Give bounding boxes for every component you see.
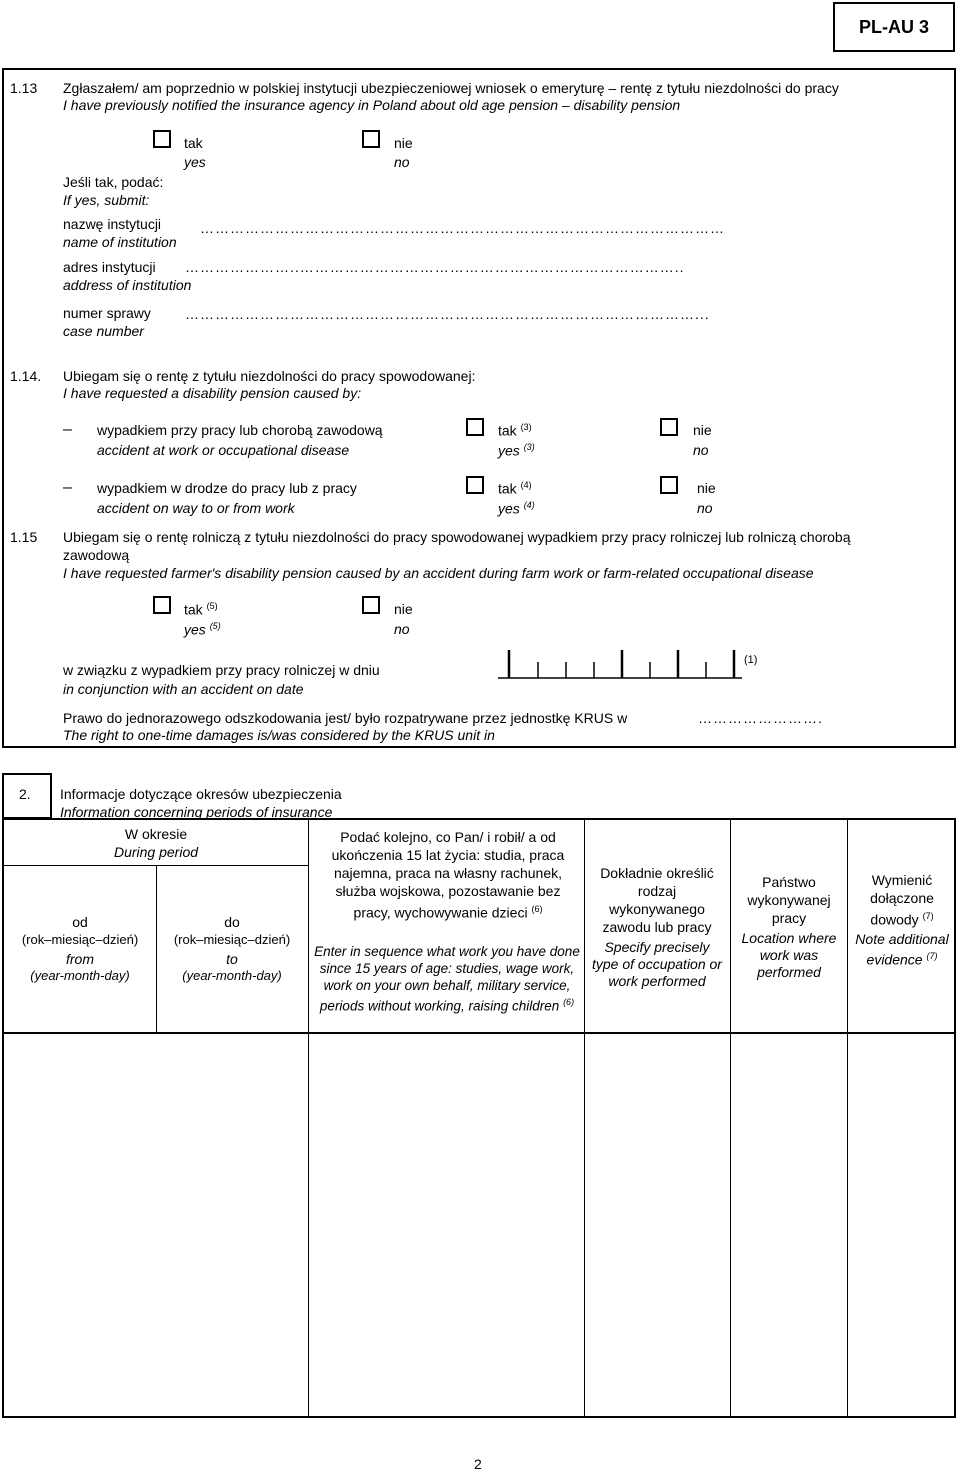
s113-ifyes: Jeśli tak, podać: [63, 174, 164, 190]
occupation-header: Dokładnie określić rodzaj wykonywanego zawodu lub pracy [600, 865, 714, 935]
s114-r2-yes-checkbox[interactable] [466, 476, 484, 494]
section-114-number: 1.14. [10, 368, 42, 384]
col-divider-evidence [847, 820, 848, 1416]
work-header: Podać kolejno, co Pan/ i robił/ a od ukończenia 15 lat życia: studia, praca najemna, praca na własny rachunek, służba wojskowa, pozostawanie bez pracy, wychowywanie dzieci $^{(6)}$ [331, 829, 565, 921]
s114-r1-yes: tak $^{(3)}$ [498, 422, 532, 439]
s114-r2-no-en: no [697, 500, 713, 516]
to-header-en-fmt: (year-month-day) [182, 968, 282, 983]
s114-r1-label-en: accident at work or occupational disease [97, 442, 350, 458]
s114-r1-label: wypadkiem przy pracy lub chorobą zawodową [97, 422, 383, 438]
from-header-fmt: (rok–miesiąc–dzień) [21, 932, 139, 947]
col-divider-from-to [156, 865, 157, 1032]
accident-date-sup: (1) [744, 654, 758, 666]
s113-no-label: nie [394, 135, 413, 151]
s113-yes-label-en: yes [184, 154, 206, 170]
country-header-en: Location where work was performed [741, 930, 837, 980]
s115-yes-checkbox[interactable] [153, 596, 171, 614]
section-1-frame [2, 68, 956, 748]
s114-r2-yes-en: yes $^{(4)}$ [498, 500, 535, 517]
inst-name-label: nazwę instytucji [63, 216, 162, 232]
table-header-line [4, 1032, 954, 1034]
s114-r2-no: nie [697, 480, 716, 496]
s115-no-en: no [394, 621, 410, 637]
krus-field[interactable]: ……………………. [698, 710, 823, 726]
accident-date-label-en: in conjunction with an accident on date [63, 681, 304, 697]
inst-addr-field[interactable]: …………………..………………………………………………………………….. [185, 259, 685, 275]
page-number: 2 [474, 1456, 482, 1472]
section-115-number: 1.15 [10, 529, 38, 545]
case-label-en: case number [63, 323, 144, 339]
s114-r1-no-checkbox[interactable] [660, 418, 678, 436]
s114-r1-yes-checkbox[interactable] [466, 418, 484, 436]
form-code-box [833, 2, 955, 52]
krus-label-en: The right to one-time damages is/was considered by the KRUS unit in [63, 727, 495, 743]
inst-name-label-en: name of institution [63, 234, 177, 250]
s113-no-label-en: no [394, 154, 410, 170]
s114-r1-no: nie [693, 422, 712, 438]
case-label: numer sprawy [63, 305, 151, 321]
section-113-title: Zgłaszałem/ am poprzednio w polskiej instytucji ubezpieczeniowej wniosek o emeryturę – rentę z tytułu niezdolności do pracy [63, 80, 839, 96]
work-header-en: Enter in sequence what work you have done since 15 years of age: studies, wage work, work on your own behalf, military service, periods without working, raising children $^{(6)}$ [314, 944, 580, 1014]
krus-label: Prawo do jednorazowego odszkodowania jest/ było rozpatrywane przez jednostkę KRUS w [63, 710, 628, 726]
inst-name-field[interactable]: …………………………………………………………………………………………… [200, 220, 725, 236]
from-header-en: from [66, 951, 94, 967]
from-header-en-fmt: (year-month-day) [30, 968, 130, 983]
period-header-en: During period [113, 844, 199, 860]
s113-yes-label: tak [184, 135, 203, 151]
s114-r2-yes: tak $^{(4)}$ [498, 480, 532, 497]
inst-addr-label: adres instytucji [63, 259, 156, 275]
to-header: do [224, 914, 240, 930]
section-2-number: 2. [19, 786, 31, 802]
col-divider-occupation [584, 820, 585, 1416]
period-header: W okresie [124, 826, 188, 842]
occupation-header-en: Specify precisely type of occupation or work performed [592, 939, 722, 989]
period-header-line [4, 865, 308, 866]
to-header-en: to [226, 951, 238, 967]
col-divider-country [730, 820, 731, 1416]
from-header: od [72, 914, 88, 930]
s115-no: nie [394, 601, 413, 617]
country-header: Państwo wykonywanej pracy [747, 874, 831, 926]
form-code: PL-AU 3 [858, 17, 929, 37]
to-header-fmt: (rok–miesiąc–dzień) [173, 932, 291, 947]
s113-no-checkbox[interactable] [362, 130, 380, 148]
section-114-title: Ubiegam się o rentę z tytułu niezdolności do pracy spowodowanej: [63, 368, 476, 384]
s114-r1-no-en: no [693, 442, 709, 458]
s115-yes: tak $^{(5)}$ [184, 601, 218, 618]
s114-r1-yes-en: yes $^{(3)}$ [498, 442, 535, 459]
section-113-title-en: I have previously notified the insurance agency in Poland about old age pension – disability pension [63, 97, 681, 113]
evidence-header: Wymienić dołączone dowody $^{(7)}$ [870, 872, 934, 928]
s115-yes-en: yes $^{(5)}$ [184, 621, 221, 638]
s114-r2-dash: – [63, 479, 72, 496]
section-2-title: Informacje dotyczące okresów ubezpieczenia [60, 786, 342, 802]
accident-date-label: w związku z wypadkiem przy pracy rolniczej w dniu [63, 662, 380, 678]
s114-r2-no-checkbox[interactable] [660, 476, 678, 494]
evidence-header-en: Note additional evidence $^{(7)}$ [855, 931, 949, 968]
section-115-title-en: I have requested farmer's disability pension caused by an accident during farm work or farm-related occupational disease [63, 565, 814, 581]
section-2-title-en: Information concerning periods of insurance [60, 804, 333, 820]
inst-addr-label-en: address of institution [63, 277, 192, 293]
section-115-title-1: Ubiegam się o rentę rolniczą z tytułu niezdolności do pracy spowodowanej wypadkiem przy pracy rolniczej lub rolniczą chorobą [63, 529, 851, 545]
s114-r2-label-en: accident on way to or from work [97, 500, 295, 516]
s113-yes-checkbox[interactable] [153, 130, 171, 148]
accident-date-field[interactable] [495, 645, 745, 685]
s114-r2-label: wypadkiem w drodze do pracy lub z pracy [97, 480, 357, 496]
section-114-title-en: I have requested a disability pension caused by: [63, 385, 362, 401]
case-field[interactable]: …………………………………………………………………………………………... [185, 306, 710, 322]
col-divider-work [308, 820, 309, 1416]
s113-ifyes-en: If yes, submit: [63, 192, 150, 208]
section-113-number: 1.13 [10, 80, 38, 96]
section-115-title-2: zawodową [63, 547, 130, 563]
s115-no-checkbox[interactable] [362, 596, 380, 614]
s114-r1-dash: – [63, 421, 72, 438]
